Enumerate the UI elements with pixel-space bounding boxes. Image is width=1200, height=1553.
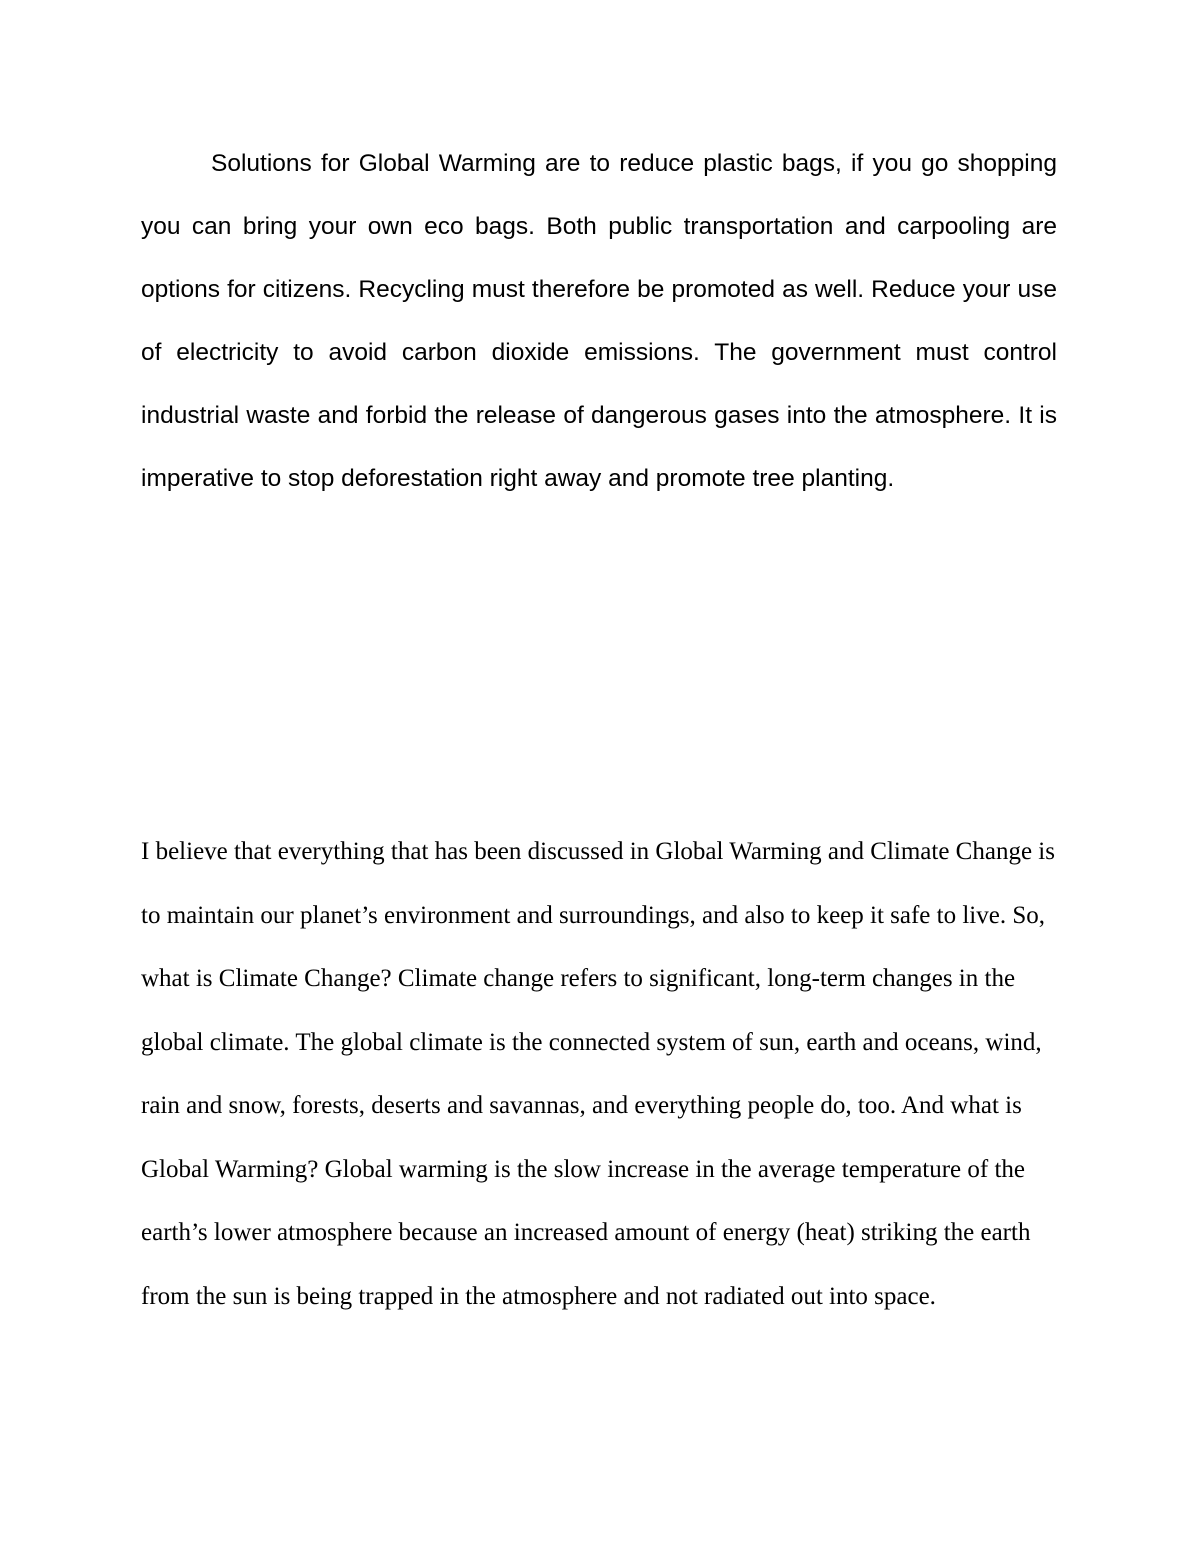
paragraph-climate-change-definition: I believe that everything that has been discussed in Global Warming and Climate Change is to maintain our planet’s environment and surroundings, and also to keep it safe to live. So, what is Climate Change? Climate change refers to significant, long-term changes in the global climate. The global climate is the connected system of sun, earth and oceans, wind, rain and snow, forests, deserts and savannas, and everything people do, too. And what is Global Warming? Global warming is the slow increase in the average temperature of the earth’s lower atmosphere because an increased amount of energy (heat) striking the earth from the sun is being trapped in the atmosphere and not radiated out into space.: [141, 838, 1055, 1310]
paragraph-solutions-global-warming: Solutions for Global Warming are to reduce plastic bags, if you go shopping you can bring your own eco bags. Both public transportation and carpooling are options for citizens. Recycling must therefore be promoted as well. Reduce your use of electricity to avoid carbon dioxide emissions. The government must control industrial waste and forbid the release of dangerous gases into the atmosphere. It is imperative to stop deforestation right away and promote tree planting.: [141, 150, 1057, 492]
